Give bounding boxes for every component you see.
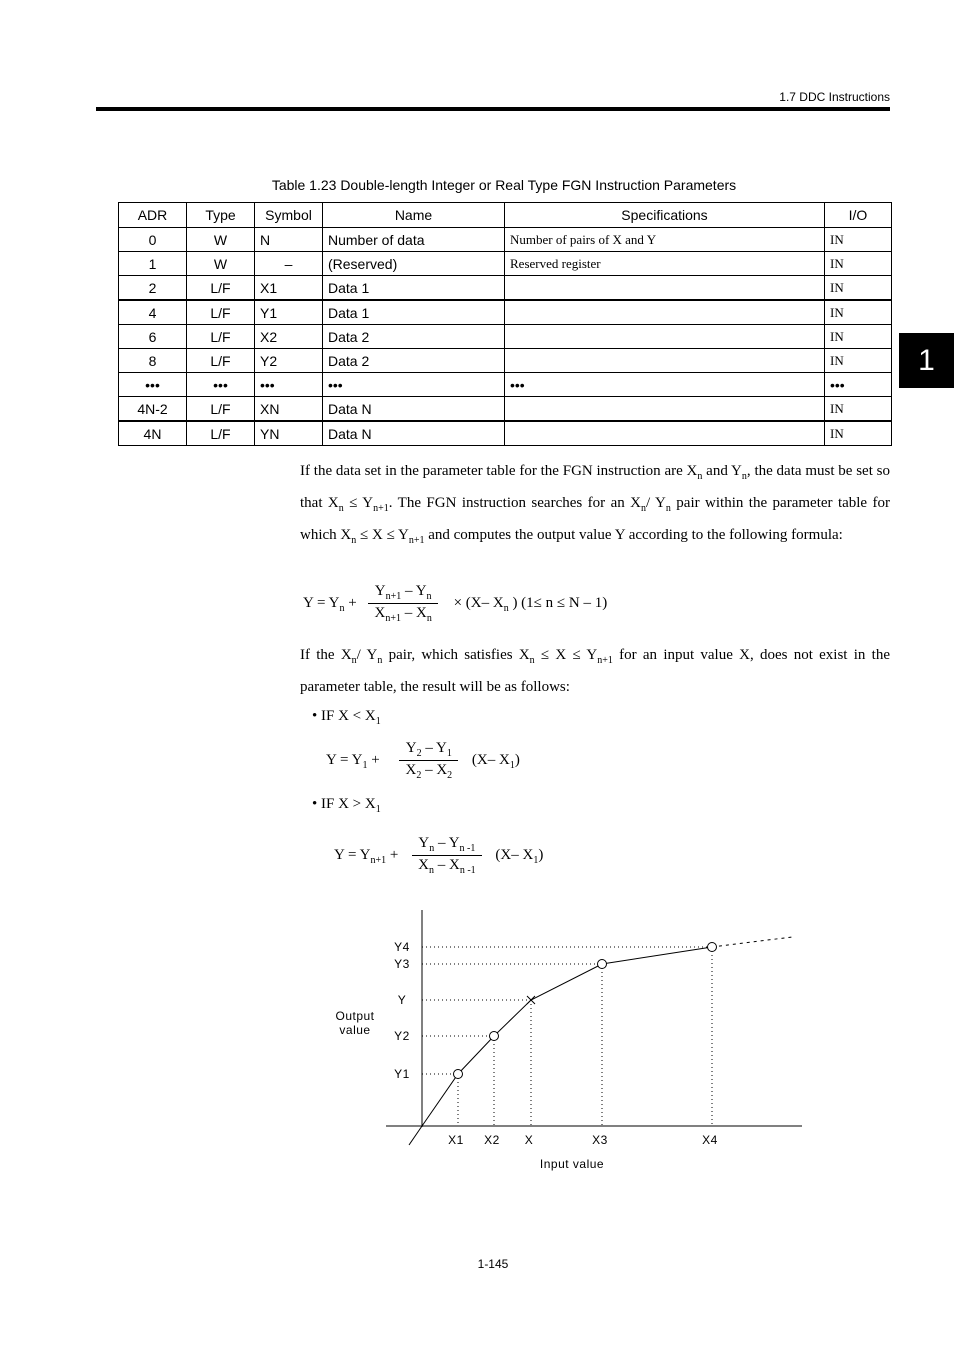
table-cell-type: W [187,228,255,252]
series-extension [712,937,792,947]
table-row [119,421,892,446]
table-cell-name: (Reserved) [323,252,505,276]
y-tick-label-y2: Y2 [394,1029,410,1043]
data-point-x1 [454,1070,463,1079]
y-axis-title-line2: value [339,1023,371,1037]
parameter-table [118,202,892,446]
bullet-case-below: • IF $X < X_1$ [312,708,381,727]
chart-axes [386,910,802,1145]
table-cell-name: ••• [323,373,505,397]
table-cell-name: Data 2 [323,325,505,349]
table-cell-name: Data 1 [323,276,505,301]
table-cell-specifications: Reserved register [505,252,825,276]
table-row [119,252,892,276]
bullet-case-above: • IF $X > X_1$ [312,796,381,815]
table-cell-symbol: YN [255,421,323,446]
column-header-name: Name [323,203,505,228]
main-formula-fraction: $\frac{Y_{n+1} - Y_n}{X_{n+1} - X_n}$ [368,583,437,624]
table-cell-type: ••• [187,373,255,397]
section-title: 1.7 DDC Instructions [779,90,890,104]
data-point-x-cross [527,996,535,1004]
x-tick-label-x: X [524,1133,534,1147]
table-cell-adr: 8 [119,349,187,373]
table-cell-name: Data 1 [323,300,505,325]
table-cell-type: L/F [187,397,255,422]
table-cell-type: L/F [187,349,255,373]
table-cell-io: IN [825,421,892,446]
column-header-adr: ADR [119,203,187,228]
table-cell-adr: 6 [119,325,187,349]
table-cell-name: Number of data [323,228,505,252]
table-cell-adr: 4 [119,300,187,325]
main-formula: $Y = Y_n$ + $\frac{Y_{n+1} - Y_n}{X_{n+1} - X_n}$ × (X– $X_n$ ) (1≤ n ≤ N – 1) [303,583,608,624]
table-cell-adr: 2 [119,276,187,301]
table-cell-type: W [187,252,255,276]
x-tick-label-x4: X4 [702,1133,718,1147]
table-header-row [119,203,892,228]
table-cell-symbol: Y2 [255,349,323,373]
table-cell-io: IN [825,252,892,276]
data-point-x4 [708,943,717,952]
table-row [119,325,892,349]
table-cell-io: ••• [825,373,892,397]
y-axis-title-line1: Output [335,1009,375,1023]
table-cell-io: IN [825,300,892,325]
x-axis-title: Input value [539,1157,605,1171]
data-point-x2 [490,1032,499,1041]
x-tick-label-x3: X3 [592,1133,608,1147]
table-cell-specifications [505,276,825,301]
table-cell-adr: 4N [119,421,187,446]
table-row [119,228,892,252]
y-tick-label-y: Y [397,993,407,1007]
page-header [0,0,954,120]
formula-case-below-fraction: $\frac{Y_2 - Y_1}{X_2 - X_2}$ [399,740,458,781]
table-cell-io: IN [825,349,892,373]
table-row [119,349,892,373]
fgn-interpolation-chart [320,900,820,1180]
table-cell-symbol: Y1 [255,300,323,325]
table-cell-io: IN [825,276,892,301]
table-cell-type: L/F [187,276,255,301]
table-cell-io: IN [825,228,892,252]
table-cell-name: Data N [323,421,505,446]
column-header-symbol: Symbol [255,203,323,228]
header-rule [96,107,890,111]
series-line [422,947,712,1126]
column-header-specifications: Specifications [505,203,825,228]
table-cell-adr: 4N-2 [119,397,187,422]
x-tick-label-x2: X2 [484,1133,500,1147]
formula-case-above-fraction: $\frac{Y_n - Y_{n -1}}{X_n - X_{n -1}}$ [412,835,482,876]
table-cell-specifications [505,325,825,349]
table-cell-symbol: X1 [255,276,323,301]
table-cell-specifications: Number of pairs of X and Y [505,228,825,252]
table-cell-type: L/F [187,325,255,349]
table-cell-specifications [505,300,825,325]
origin-extension [409,1126,422,1145]
y-tick-label-y1: Y1 [394,1067,410,1081]
table-cell-type: L/F [187,421,255,446]
table-cell-adr: ••• [119,373,187,397]
table-cell-specifications: ••• [505,373,825,397]
paragraph-out-of-range: If the $X_n/$ $Y_n$ pair, which satisfies $X_n \le X \le Y_{n+1}$ for an input value X, does not exist in the parameter table, the result will be as follows: [300,647,890,695]
x-tick-label-x1: X1 [448,1133,464,1147]
table-cell-symbol: N [255,228,323,252]
table-cell-specifications [505,421,825,446]
table-cell-adr: 0 [119,228,187,252]
table-cell-io: IN [825,325,892,349]
table-cell-specifications [505,349,825,373]
table-cell-specifications [505,397,825,422]
column-header-io: I/O [825,203,892,228]
y-tick-label-y4: Y4 [394,940,410,954]
chapter-tab: 1 [899,333,954,388]
table-row [119,397,892,422]
y-tick-label-y3: Y3 [394,957,410,971]
formula-case-above: $Y = Y_{n+1}$ + $\frac{Y_n - Y_{n -1}}{X_n - X_{n -1}}$ (X– $X_1$) [334,835,544,876]
table-cell-symbol: XN [255,397,323,422]
column-header-type: Type [187,203,255,228]
table-cell-symbol: X2 [255,325,323,349]
formula-case-below: $Y = Y_1$ + $\frac{Y_2 - Y_1}{X_2 - X_2}$ (X– $X_1$) [326,740,520,781]
table-cell-name: Data N [323,397,505,422]
table-cell-symbol: – [255,252,323,276]
table-row [119,276,892,301]
page-number: 1-145 [477,1257,509,1271]
table-cell-type: L/F [187,300,255,325]
table-row [119,373,892,397]
table-cell-adr: 1 [119,252,187,276]
table-caption: Table 1.23 Double-length Integer or Real Type FGN Instruction Parameters [271,177,737,193]
table-row [119,300,892,325]
table-cell-name: Data 2 [323,349,505,373]
table-cell-io: IN [825,397,892,422]
data-point-x3 [598,960,607,969]
paragraph-search-rule: If the data set in the parameter table for the FGN instruction are $X_n$ and $Y_n$, the data must be set so that $X_n \le Y_{n+1}$. The FGN instruction searches for an $X_n/$ $Y_n$ pair within the parameter table for which $X_n \le X \le Y_{n+1}$ and computes the output value Y according to the following formula: [300,463,891,546]
table-cell-symbol: ••• [255,373,323,397]
